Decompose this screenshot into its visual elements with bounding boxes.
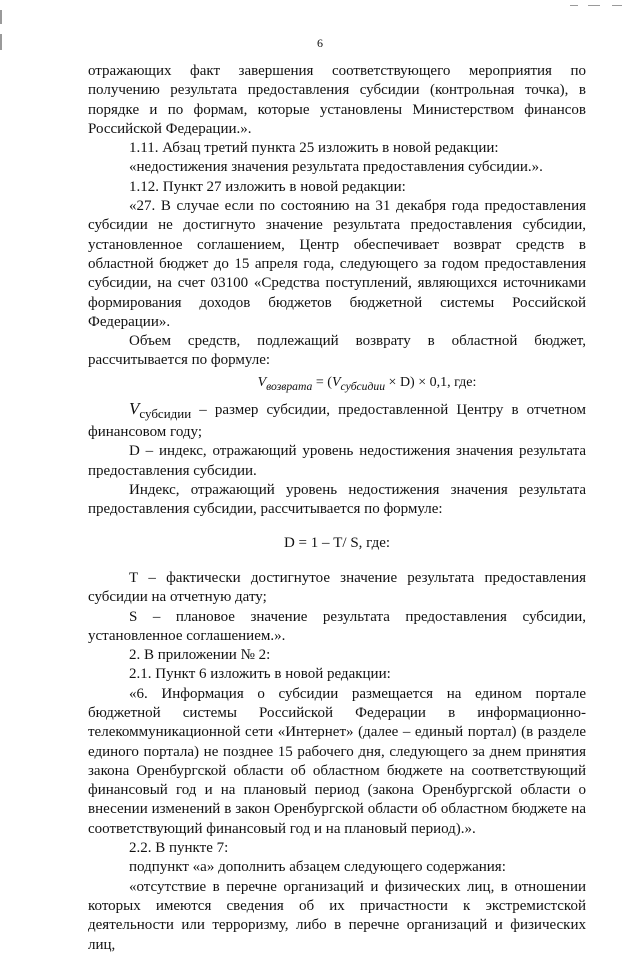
scan-edge-mark <box>0 10 2 24</box>
scan-edge-mark <box>588 5 600 6</box>
paragraph: «отсутствие в перечне организаций и физических лиц, в отношении которых имеются сведения об их причастности к экстремистской деятельности или терроризму, либо в перечне организаций и физических лиц, <box>88 878 586 953</box>
formula-subscript: субсидии <box>340 379 386 393</box>
index-formula: D = 1 – Т/ S, где: <box>283 534 391 551</box>
paragraph: подпункт «а» дополнить абзацем следующего содержания: <box>129 859 506 876</box>
definition-subscript: субсидии <box>139 405 192 421</box>
formula-symbol: V <box>331 374 341 390</box>
formula-subscript: возврата <box>266 379 313 393</box>
paragraph: 2.1. Пункт 6 изложить в новой редакции: <box>129 666 391 683</box>
paragraph: «недостижения значения результата предоставления субсидии.». <box>129 159 543 176</box>
paragraph: «27. В случае если по состоянию на 31 декабря года предоставления субсидии не достигнуто значение результата предоставления субсидии, установленное соглашением, Центр обеспечивает возврат средств в областной бюджет до 15 апреля года, следующего за годом предоставления субсидии, на счет 03100 «Средства поступлений, являющихся источниками формирования доходов бюджетов бюджетной системы Российской Федерации». <box>88 198 586 330</box>
paragraph: S – плановое значение результата предоставления субсидии, установленное соглашением.». <box>88 608 586 644</box>
paragraph: 1.12. Пункт 27 изложить в новой редакции: <box>129 178 406 195</box>
scan-edge-mark <box>570 5 578 6</box>
formula-symbol: V <box>257 374 267 390</box>
scan-edge-mark <box>612 5 622 6</box>
paragraph: отражающих факт завершения соответствующего мероприятия по получению результата предоставления субсидии (контрольная точка), в порядке и по формам, которые установлены Министерством финансов Российской Федерации.». <box>88 63 586 137</box>
definition-text: – размер субсидии, предоставленной Центру в отчетном финансовом году; <box>88 401 586 441</box>
refund-formula <box>88 373 586 396</box>
paragraph: «6. Информация о субсидии размещается на едином портале бюджетной системы Российской Федерации в информационно-телекоммуникационной сети «Интернет» (далее – единый портал) (в разделе единого портала) не позднее 15 рабочего дня, следующего за днем принятия закона Оренбургской области об областном бюджете на соответствующий финансовый год и на плановый период (закона Оренбургской области о внесении изменений в закон Оренбургской области об областном бюджете на соответствующий финансовый год и на плановый период).». <box>88 685 586 837</box>
definition-v-subsidy <box>88 399 586 443</box>
paragraph: D – индекс, отражающий уровень недостижения значения результата предоставления субсидии. <box>88 443 586 479</box>
paragraph: Т – фактически достигнутое значение результата предоставления субсидии на отчетную дату; <box>88 569 586 606</box>
page-number: 6 <box>317 36 323 50</box>
paragraph: 1.11. Абзац третий пункта 25 изложить в новой редакции: <box>129 140 499 157</box>
definition-symbol: V <box>129 398 140 418</box>
paragraph: 2.2. В пункте 7: <box>129 840 229 857</box>
document-body <box>88 62 586 955</box>
paragraph: Объем средств, подлежащий возврату в областной бюджет, рассчитывается по формуле: <box>88 333 586 369</box>
formula-text: = ( <box>312 374 332 390</box>
formula-text: × D) × 0,1, где: <box>385 374 477 390</box>
paragraph: 2. В приложении № 2: <box>129 647 271 664</box>
paragraph: Индекс, отражающий уровень недостижения значения результата предоставления субсидии, рассчитывается по формуле: <box>88 482 586 518</box>
